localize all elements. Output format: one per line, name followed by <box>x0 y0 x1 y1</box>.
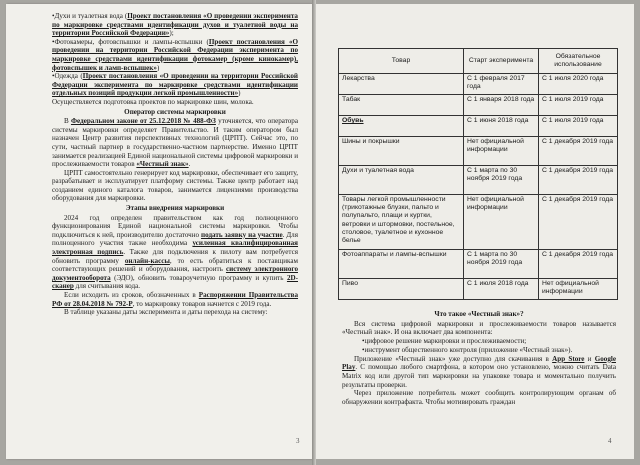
table-row <box>339 166 618 195</box>
cell-product: Лекарства <box>339 74 464 95</box>
marking-table <box>338 48 618 300</box>
table-row <box>339 95 618 116</box>
link-federal-law[interactable]: Федеральном законе от 25.12.2018 № 488-ФЗ <box>70 117 216 126</box>
cell-start: С 1 марта по 30 ноября 2019 года <box>464 250 539 279</box>
table-row <box>339 74 618 95</box>
header-mandatory: Обязательное использование <box>539 49 618 74</box>
cell-mandatory: С 1 декабря 2019 года <box>539 250 618 279</box>
paragraph-table-intro: В таблице указаны даты эксперимента и даты перехода на систему: <box>64 308 268 317</box>
page-number-left: 3 <box>296 437 300 445</box>
table-row <box>339 195 618 250</box>
paragraph-stages: 2024 год определен правительством как год полноценного функционирования Единой национальной системы маркировки. Чтобы подключиться к ней, производителю достаточно подать заявку на участие. Для полноценного участия также необходима усиленная квалифицированная электронная подпись. Также для подключения к пилоту вам потребуется обновить программу онлайн-кассы, то есть обратиться к поставщикам соответствующих решений и оборудования, настроить систему электронного документооборота (ЭДО), обновить товароучетную программу и купить 2D-сканер для считывания кода. <box>52 213 299 291</box>
link-signature[interactable]: усиленная квалифицированная электронная подпись <box>52 239 299 257</box>
cell-product: Фотоаппараты и лампы-вспышки <box>339 250 464 279</box>
heading-stages: Этапы внедрения маркировки <box>125 204 225 213</box>
left-page <box>6 4 312 459</box>
table-row <box>339 116 618 137</box>
link-apply[interactable]: подать заявку на участие <box>201 230 283 239</box>
cell-start: С 1 июля 2018 года <box>464 279 539 300</box>
bullet-cameras: •Фотокамеры, фотовспышки и лампы-вспышки (Проект постановления «О проведении на территории Российской Федерации эксперимента по маркировке средствами идентификации фотокамер (кроме кинокамер), фотовспышек и ламп-вспышек») <box>52 37 299 72</box>
cell-product: Товары легкой промышленности (трикотажные блузки, пальто и полупальто, плащи и куртки, ветровки и штормовки, постельное, столовое, туалетное и кухонное белье <box>339 195 464 250</box>
link-cameras-project[interactable]: Проект постановления «О проведении на территории Российской Федерации эксперимента по маркировке средствами идентификации фотокамер (кроме кинокамер), фотовспышек и ламп-вспышек» <box>52 37 299 72</box>
page-number-right: 4 <box>608 437 612 445</box>
cell-product: Обувь <box>339 116 464 137</box>
cell-mandatory: С 1 июля 2020 года <box>539 74 618 95</box>
paragraph-system: Вся система цифровой маркировки и прослеживаемости товаров называется «Честный знак». И она включает два компонента: <box>342 319 616 337</box>
link-perfume-project[interactable]: Проект постановления «О проведении эксперимента по маркировке средствами идентификации духов и туалетной воды на территории Российской Федерации» <box>52 12 298 38</box>
link-clothing-project[interactable]: Проект постановления «О проведении на территории Российской Федерации эксперимента по маркировке средствами идентификации отдельных позиций продукции легкой промышленности» <box>52 72 298 98</box>
cell-mandatory: С 1 декабря 2019 года <box>539 166 618 195</box>
bullet-perfume: •Духи и туалетная вода (Проект постановления «О проведении эксперимента по маркировке средствами идентификации духов и туалетной воды на территории Российской Федерации»); <box>52 12 298 38</box>
cell-mandatory: С 1 июля 2019 года <box>539 116 618 137</box>
link-2d-scanner[interactable]: 2D-сканер <box>52 273 298 291</box>
cell-start: С 1 февраля 2017 года <box>464 74 539 95</box>
paragraph-app: Приложение «Честный знак» уже доступно для скачивания в App Store и Google Play. С помощью любого смартфона, в котором оно установлено, можно считать Data Matrix код или другой тип маркировки на упаковке товара и моментально получить результаты проверки. <box>342 354 616 389</box>
cell-start: С 1 июня 2018 года <box>464 116 539 137</box>
cell-mandatory: Нет официальной информации <box>539 279 618 300</box>
cell-mandatory: С 1 июля 2019 года <box>539 95 618 116</box>
paragraph-operator: В Федеральном законе от 25.12.2018 № 488-ФЗ уточняется, что оператора системы маркировки определяет Правительство. И таким оператором был назначен Центр развития перспективных технологий (ЦРПТ). Сейчас это, по сути, частный партнер в государственно-частном партнерстве. Именно ЦРПТ занимается реализацией Единой национальной системы цифровой маркировки и прослеживаемости товаров «Честный знак». <box>52 117 298 169</box>
paragraph-preparation: Осуществляется подготовка проектов по маркировке шин, молока. <box>52 97 254 106</box>
cell-start: С 1 января 2018 года <box>464 95 539 116</box>
list-item: •цифровое решение маркировки и прослеживаемости; <box>362 337 527 346</box>
link-online-cash[interactable]: онлайн-кассы <box>124 256 170 265</box>
paragraph-report: Через приложение потребитель может сообщить контролирующим органам об обнаружении контрафакта. Чтобы мотивировать граждан <box>342 389 616 407</box>
paragraph-deadlines: Если исходить из сроков, обозначенных в Распоряжении Правительства РФ от 28.04.2018 № 792-Р, то маркировку товаров начнется с 2019 года. <box>52 291 299 308</box>
cell-mandatory: С 1 декабря 2019 года <box>539 137 618 166</box>
bullet-clothing: •Одежда (Проект постановления «О проведении на территории Российской Федерации эксперимента по маркировке средствами идентификации отдельных позиций продукции легкой промышленности») <box>52 72 298 98</box>
cell-start: С 1 марта по 30 ноября 2019 года <box>464 166 539 195</box>
paragraph-crpt: ЦРПТ самостоятельно генерирует код маркировки, обеспечивает его защиту, разрабатывает и эксплуатирует платформу системы. Также центр работает над созданием единого каталога товаров, занимается лицензиями производства оборудования для маркировки. <box>52 168 298 203</box>
table-row <box>339 279 618 300</box>
heading-chestny-znak: Что такое «Честный знак»? <box>434 310 524 318</box>
table-row <box>339 250 618 279</box>
header-product: Товар <box>339 49 464 74</box>
table-row <box>339 137 618 166</box>
heading-operator: Оператор системы маркировки <box>124 107 226 116</box>
list-item: •инструмент общественного контроля (приложение «Честный знак»). <box>362 345 573 354</box>
link-app-store[interactable]: App Store <box>552 354 585 363</box>
link-edo[interactable]: систему электронного документооборота <box>52 265 298 282</box>
cell-product: Пиво <box>339 279 464 300</box>
cell-start: Нет официальной информации <box>464 195 539 250</box>
link-google-play[interactable]: Google Play <box>342 354 616 372</box>
cell-product: Табак <box>339 95 464 116</box>
cell-mandatory: С 1 декабря 2019 года <box>539 195 618 250</box>
right-page-text <box>342 310 616 407</box>
cell-start: Нет официальной информации <box>464 137 539 166</box>
link-decree[interactable]: Распоряжении Правительства РФ от 28.04.2018 № 792-Р <box>52 291 299 308</box>
left-page-text <box>52 12 298 317</box>
link-chestny-znak[interactable]: «Честный знак» <box>136 160 189 169</box>
cell-product: Шины и покрышки <box>339 137 464 166</box>
header-start: Старт эксперимента <box>464 49 539 74</box>
right-page <box>316 4 634 459</box>
cell-product: Духи и туалетная вода <box>339 166 464 195</box>
table-header-row <box>339 49 618 74</box>
